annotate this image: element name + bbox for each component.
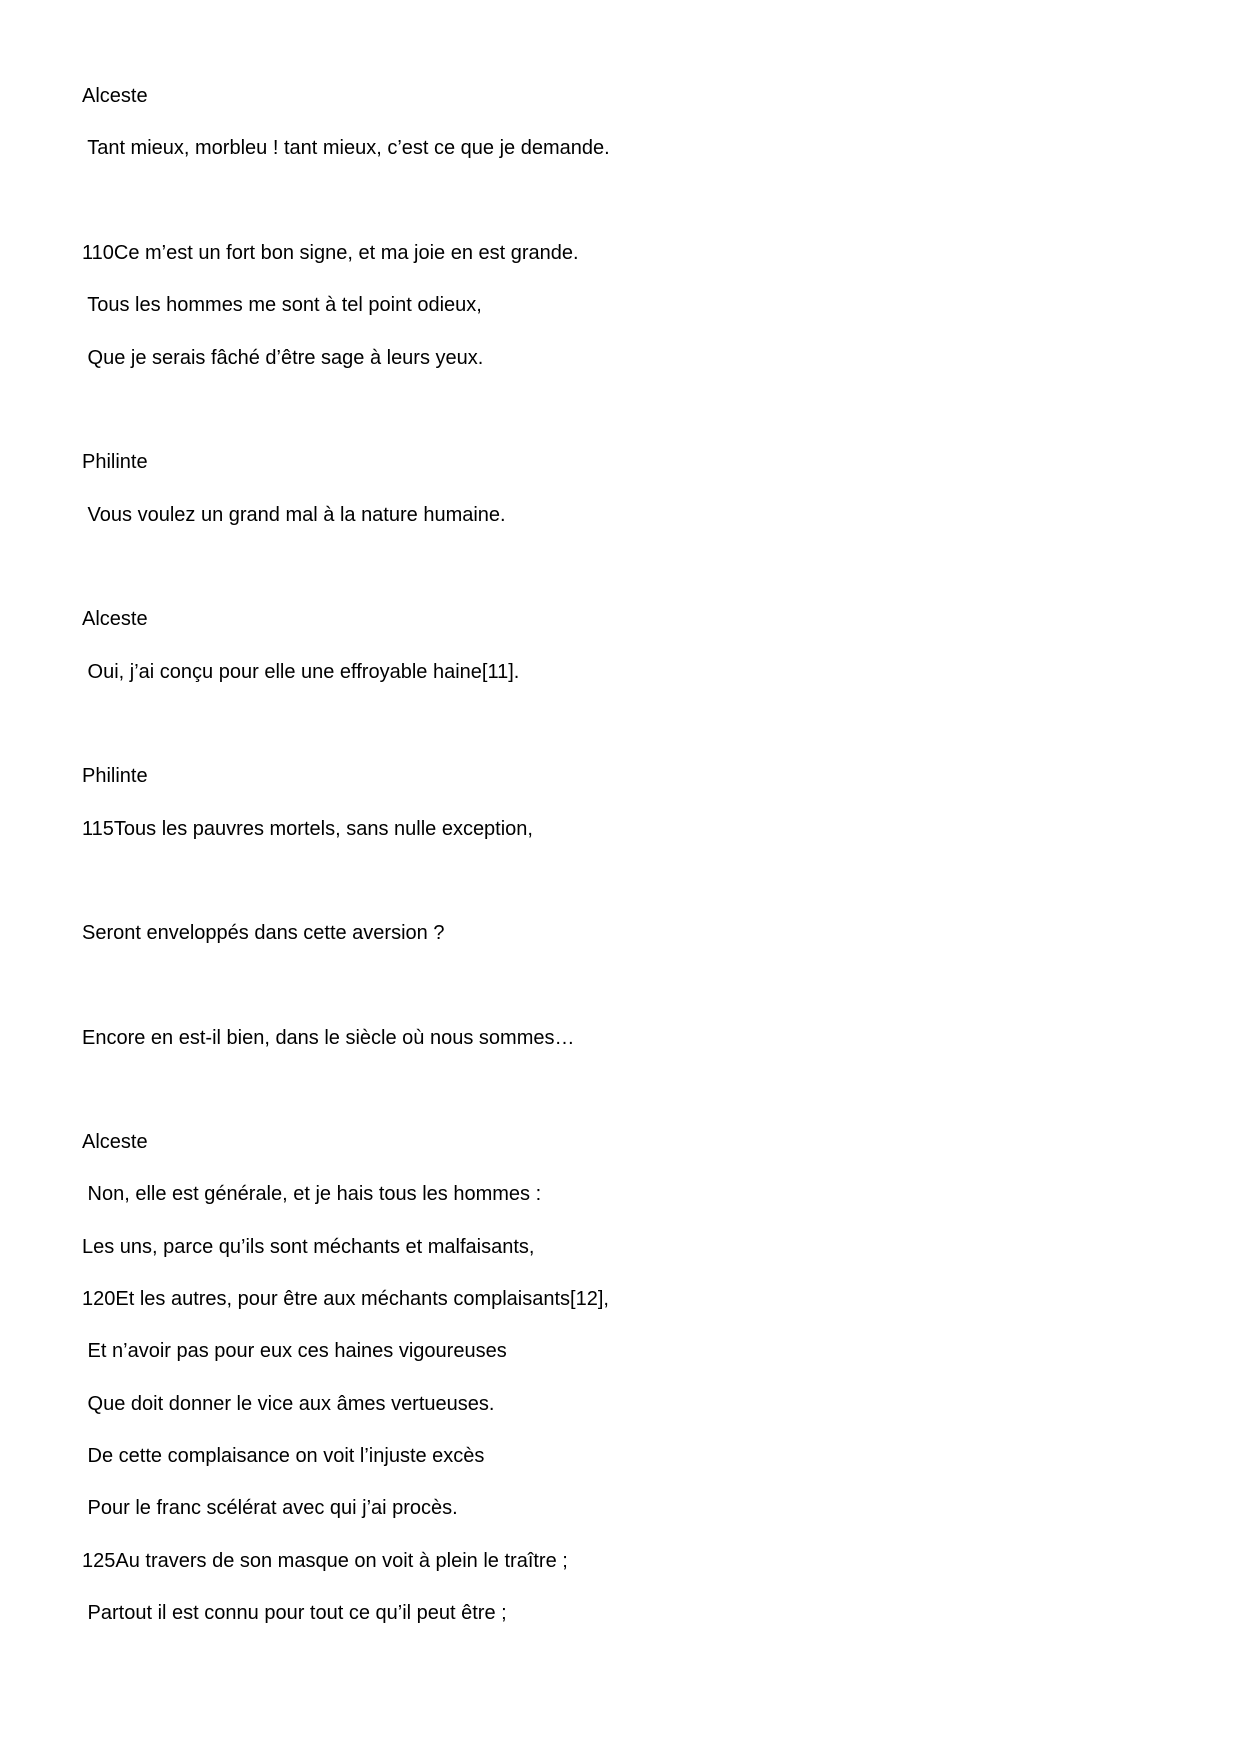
verse-line: Partout il est connu pour tout ce qu’il peut être ; (82, 1602, 507, 1624)
verse-line: De cette complaisance on voit l’injuste excès (82, 1445, 485, 1467)
verse-line: Tant mieux, morbleu ! tant mieux, c’est ce que je demande. (82, 137, 610, 159)
verse-line: Les uns, parce qu’ils sont méchants et malfaisants, (82, 1236, 535, 1258)
verse-line: Que je serais fâché d’être sage à leurs yeux. (82, 347, 484, 369)
verse-line: 125Au travers de son masque on voit à plein le traître ; (82, 1550, 568, 1572)
verse-line: Vous voulez un grand mal à la nature humaine. (82, 504, 506, 526)
speaker-name: Alceste (82, 608, 148, 630)
verse-line: Oui, j’ai conçu pour elle une effroyable haine[11]. (82, 661, 520, 683)
verse-line: 115Tous les pauvres mortels, sans nulle exception, (82, 818, 533, 840)
speaker-name: Philinte (82, 451, 148, 473)
verse-line: Encore en est-il bien, dans le siècle où nous sommes… (82, 1027, 575, 1049)
verse-line: Non, elle est générale, et je hais tous les hommes : (82, 1183, 542, 1205)
verse-line: Seront enveloppés dans cette aversion ? (82, 922, 445, 944)
verse-line: 110Ce m’est un fort bon signe, et ma joie en est grande. (82, 242, 579, 264)
speaker-name: Philinte (82, 765, 148, 787)
speaker-name: Alceste (82, 1131, 148, 1153)
verse-line: Que doit donner le vice aux âmes vertueuses. (82, 1393, 495, 1415)
verse-line: Pour le franc scélérat avec qui j’ai procès. (82, 1497, 458, 1519)
verse-line: Tous les hommes me sont à tel point odieux, (82, 294, 482, 316)
verse-line: Et n’avoir pas pour eux ces haines vigoureuses (82, 1340, 507, 1362)
verse-line: 120Et les autres, pour être aux méchants complaisants[12], (82, 1288, 609, 1310)
speaker-name: Alceste (82, 85, 148, 107)
